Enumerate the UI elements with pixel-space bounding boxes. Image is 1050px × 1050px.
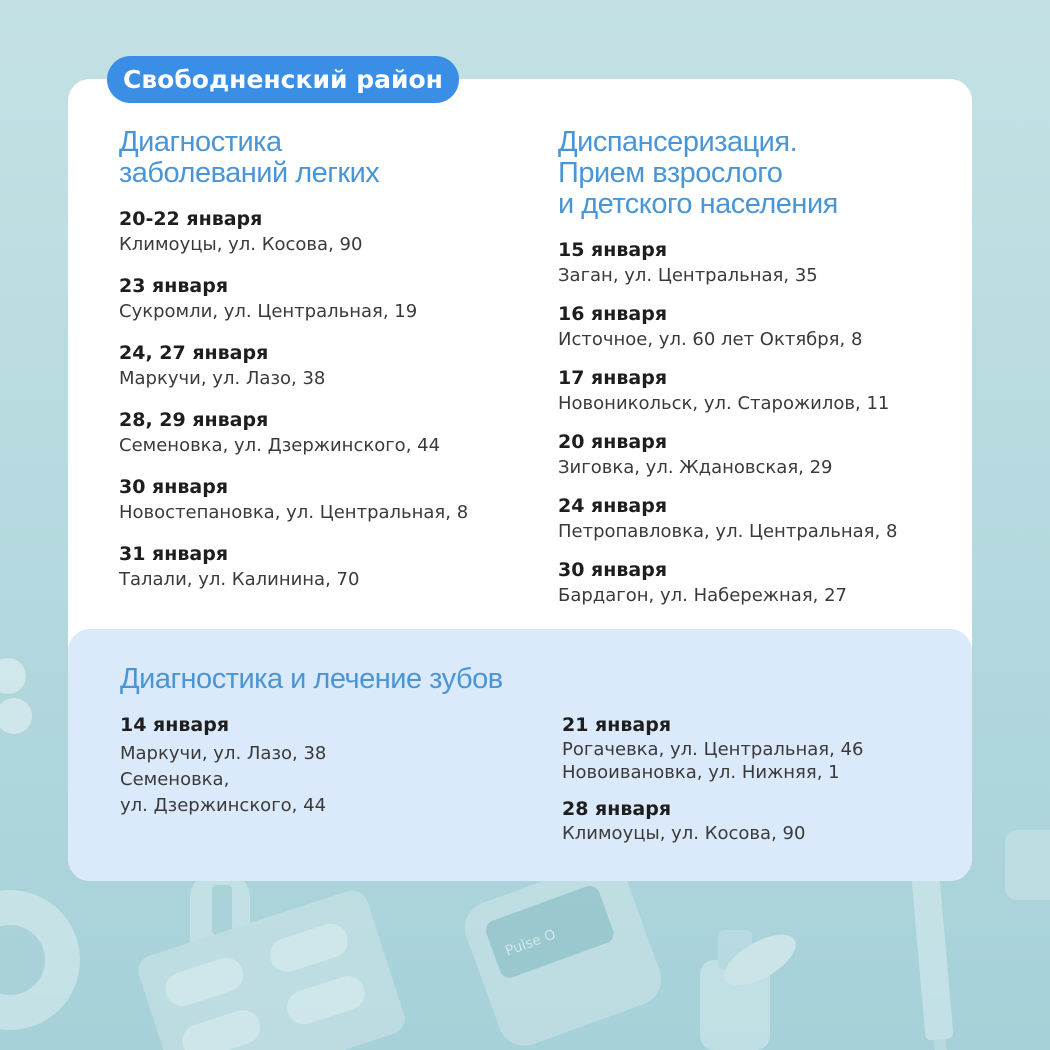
entry-address: Новоникольск, ул. Старожилов, 11 [558,393,890,414]
entry-address: Зиговка, ул. Ждановская, 29 [558,457,833,478]
lungs-section-title: Диагностика заболеваний легких [119,126,380,189]
entry-date: 24, 27 января [119,342,269,364]
entry-address: Источное, ул. 60 лет Октября, 8 [558,329,863,350]
list-item [558,301,897,353]
list-item [558,365,897,417]
device-icon [1005,830,1050,900]
list-item [562,796,863,845]
list-item [558,493,897,545]
list-item [119,206,468,258]
entry-address: Талали, ул. Калинина, 70 [119,569,360,590]
spray-bottle-icon [700,924,804,1050]
entry-date: 20 января [558,431,668,453]
entry-address: Маркучи, ул. Лазо, 38 [120,743,327,764]
pulse-oximeter-icon [457,854,668,1050]
entry-date: 17 января [558,367,668,389]
teeth-schedule-left [120,712,326,833]
entry-address: Бардагон, ул. Набережная, 27 [558,585,847,606]
entry-address: Семеновка, ул. Дзержинского, 44 [119,435,441,456]
entry-date: 20-22 января [119,208,263,230]
list-item [562,712,863,784]
entry-date: 16 января [558,303,668,325]
list-item [558,429,897,481]
dispensary-section-title: Диспансеризация. Прием взрослого и детского населения [558,126,838,220]
list-item [119,340,468,392]
entry-date: 24 января [558,495,668,517]
entry-address: Новоивановка, ул. Нижняя, 1 [562,762,840,783]
list-item [119,541,468,593]
entry-date: 21 января [562,714,672,736]
entry-date: 15 января [558,239,668,261]
list-item [120,712,326,819]
dispensary-schedule-list [558,237,897,621]
teeth-section-title: Диагностика и лечение зубов [120,663,503,695]
list-item [119,273,468,325]
teeth-schedule-right [562,712,863,859]
entry-date: 28 января [562,798,672,820]
entry-date: 14 января [120,714,230,736]
entry-address: ул. Дзержинского, 44 [120,795,327,816]
pill-icon [0,698,32,734]
entry-address: Петропавловка, ул. Центральная, 8 [558,521,898,542]
entry-date: 23 января [119,275,229,297]
entry-address: Рогачевка, ул. Центральная, 46 [562,739,864,760]
entry-date: 30 января [558,559,668,581]
lungs-schedule-list [119,206,468,608]
entry-address: Сукромли, ул. Центральная, 19 [119,301,418,322]
list-item [119,474,468,526]
list-item [119,407,468,459]
entry-date: 30 января [119,476,229,498]
entry-address: Маркучи, ул. Лазо, 38 [119,368,326,389]
entry-address: Новостепановка, ул. Центральная, 8 [119,502,469,523]
blister-pack-icon [134,886,409,1050]
pill-icon [0,658,26,694]
entry-date: 31 января [119,543,229,565]
entry-address: Климоуцы, ул. Косова, 90 [119,234,363,255]
list-item [558,557,897,609]
list-item [558,237,897,289]
entry-address: Климоуцы, ул. Косова, 90 [562,823,806,844]
district-badge: Свободненский район [107,56,459,103]
entry-address: Заган, ул. Центральная, 35 [558,265,818,286]
svg-text:Pulse O: Pulse O [503,926,558,960]
entry-address: Семеновка, [120,769,230,790]
entry-date: 28, 29 января [119,409,269,431]
